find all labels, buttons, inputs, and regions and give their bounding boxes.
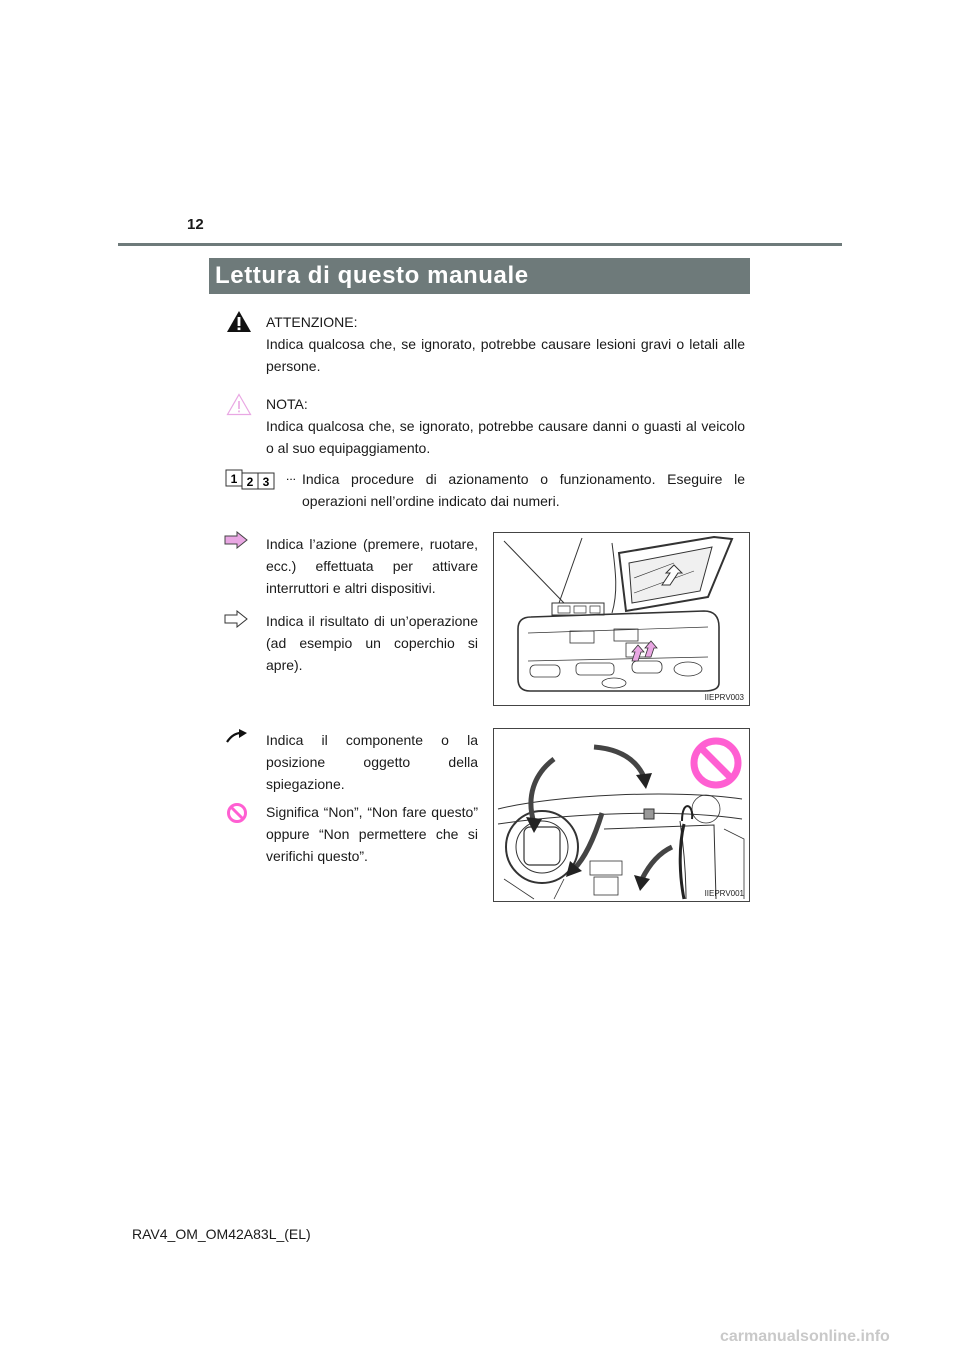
action-arrow-icon bbox=[224, 531, 248, 549]
pointer-arrow-icon bbox=[226, 729, 248, 743]
prohibition-icon bbox=[226, 802, 248, 824]
step-number-icon bbox=[225, 467, 303, 491]
overhead-console-figure bbox=[493, 532, 750, 706]
action-arrow-text: Indica l’azione (premere, ruotare, ecc.) effettuata per attivare interruttori e altri dispositivi. bbox=[266, 536, 478, 596]
component-arrow-text: Indica il componente o la posizione oggetto della spiegazione. bbox=[266, 732, 478, 792]
dashboard-illustration bbox=[494, 729, 749, 901]
result-arrow-icon bbox=[224, 610, 248, 628]
dashboard-figure bbox=[493, 728, 750, 902]
notice-entry bbox=[266, 393, 745, 459]
step-number: 2 bbox=[246, 475, 254, 489]
procedure-ellipsis: ... bbox=[285, 469, 297, 483]
overhead-console-illustration bbox=[494, 533, 749, 705]
caution-outline-icon bbox=[226, 393, 252, 416]
footer-doc-code: RAV4_OM_OM42A83L_(EL) bbox=[132, 1226, 311, 1242]
warning-icon bbox=[226, 310, 252, 333]
warning-text: Indica qualcosa che, se ignorato, potrebbe causare lesioni gravi o letali alle persone. bbox=[266, 336, 745, 374]
warning-label: ATTENZIONE: bbox=[266, 314, 358, 330]
section-title: Lettura di questo manuale bbox=[209, 258, 750, 294]
header-rule bbox=[118, 243, 842, 246]
figure-code: IIEPRV001 bbox=[704, 889, 744, 898]
figure-code: IIEPRV003 bbox=[704, 693, 744, 702]
result-arrow-text: Indica il risultato di un’operazione (ad esempio un coperchio si apre). bbox=[266, 613, 478, 673]
prohibition-text: Significa “Non”, “Non fare questo” oppure “Non permettere che si verifichi questo”. bbox=[266, 804, 478, 864]
page-number: 12 bbox=[187, 216, 204, 233]
notice-label: NOTA: bbox=[266, 396, 308, 412]
step-number: 1 bbox=[230, 472, 238, 486]
warning-entry bbox=[266, 311, 745, 377]
step-number: 3 bbox=[262, 475, 270, 489]
notice-text: Indica qualcosa che, se ignorato, potrebbe causare danni o guasti al veicolo o al suo equipaggiamento. bbox=[266, 418, 745, 456]
procedure-text: Indica procedure di azionamento o funzionamento. Eseguire le operazioni nell’ordine indicato dai numeri. bbox=[302, 471, 745, 509]
watermark-site: carmanualsonline.info bbox=[720, 1328, 890, 1345]
